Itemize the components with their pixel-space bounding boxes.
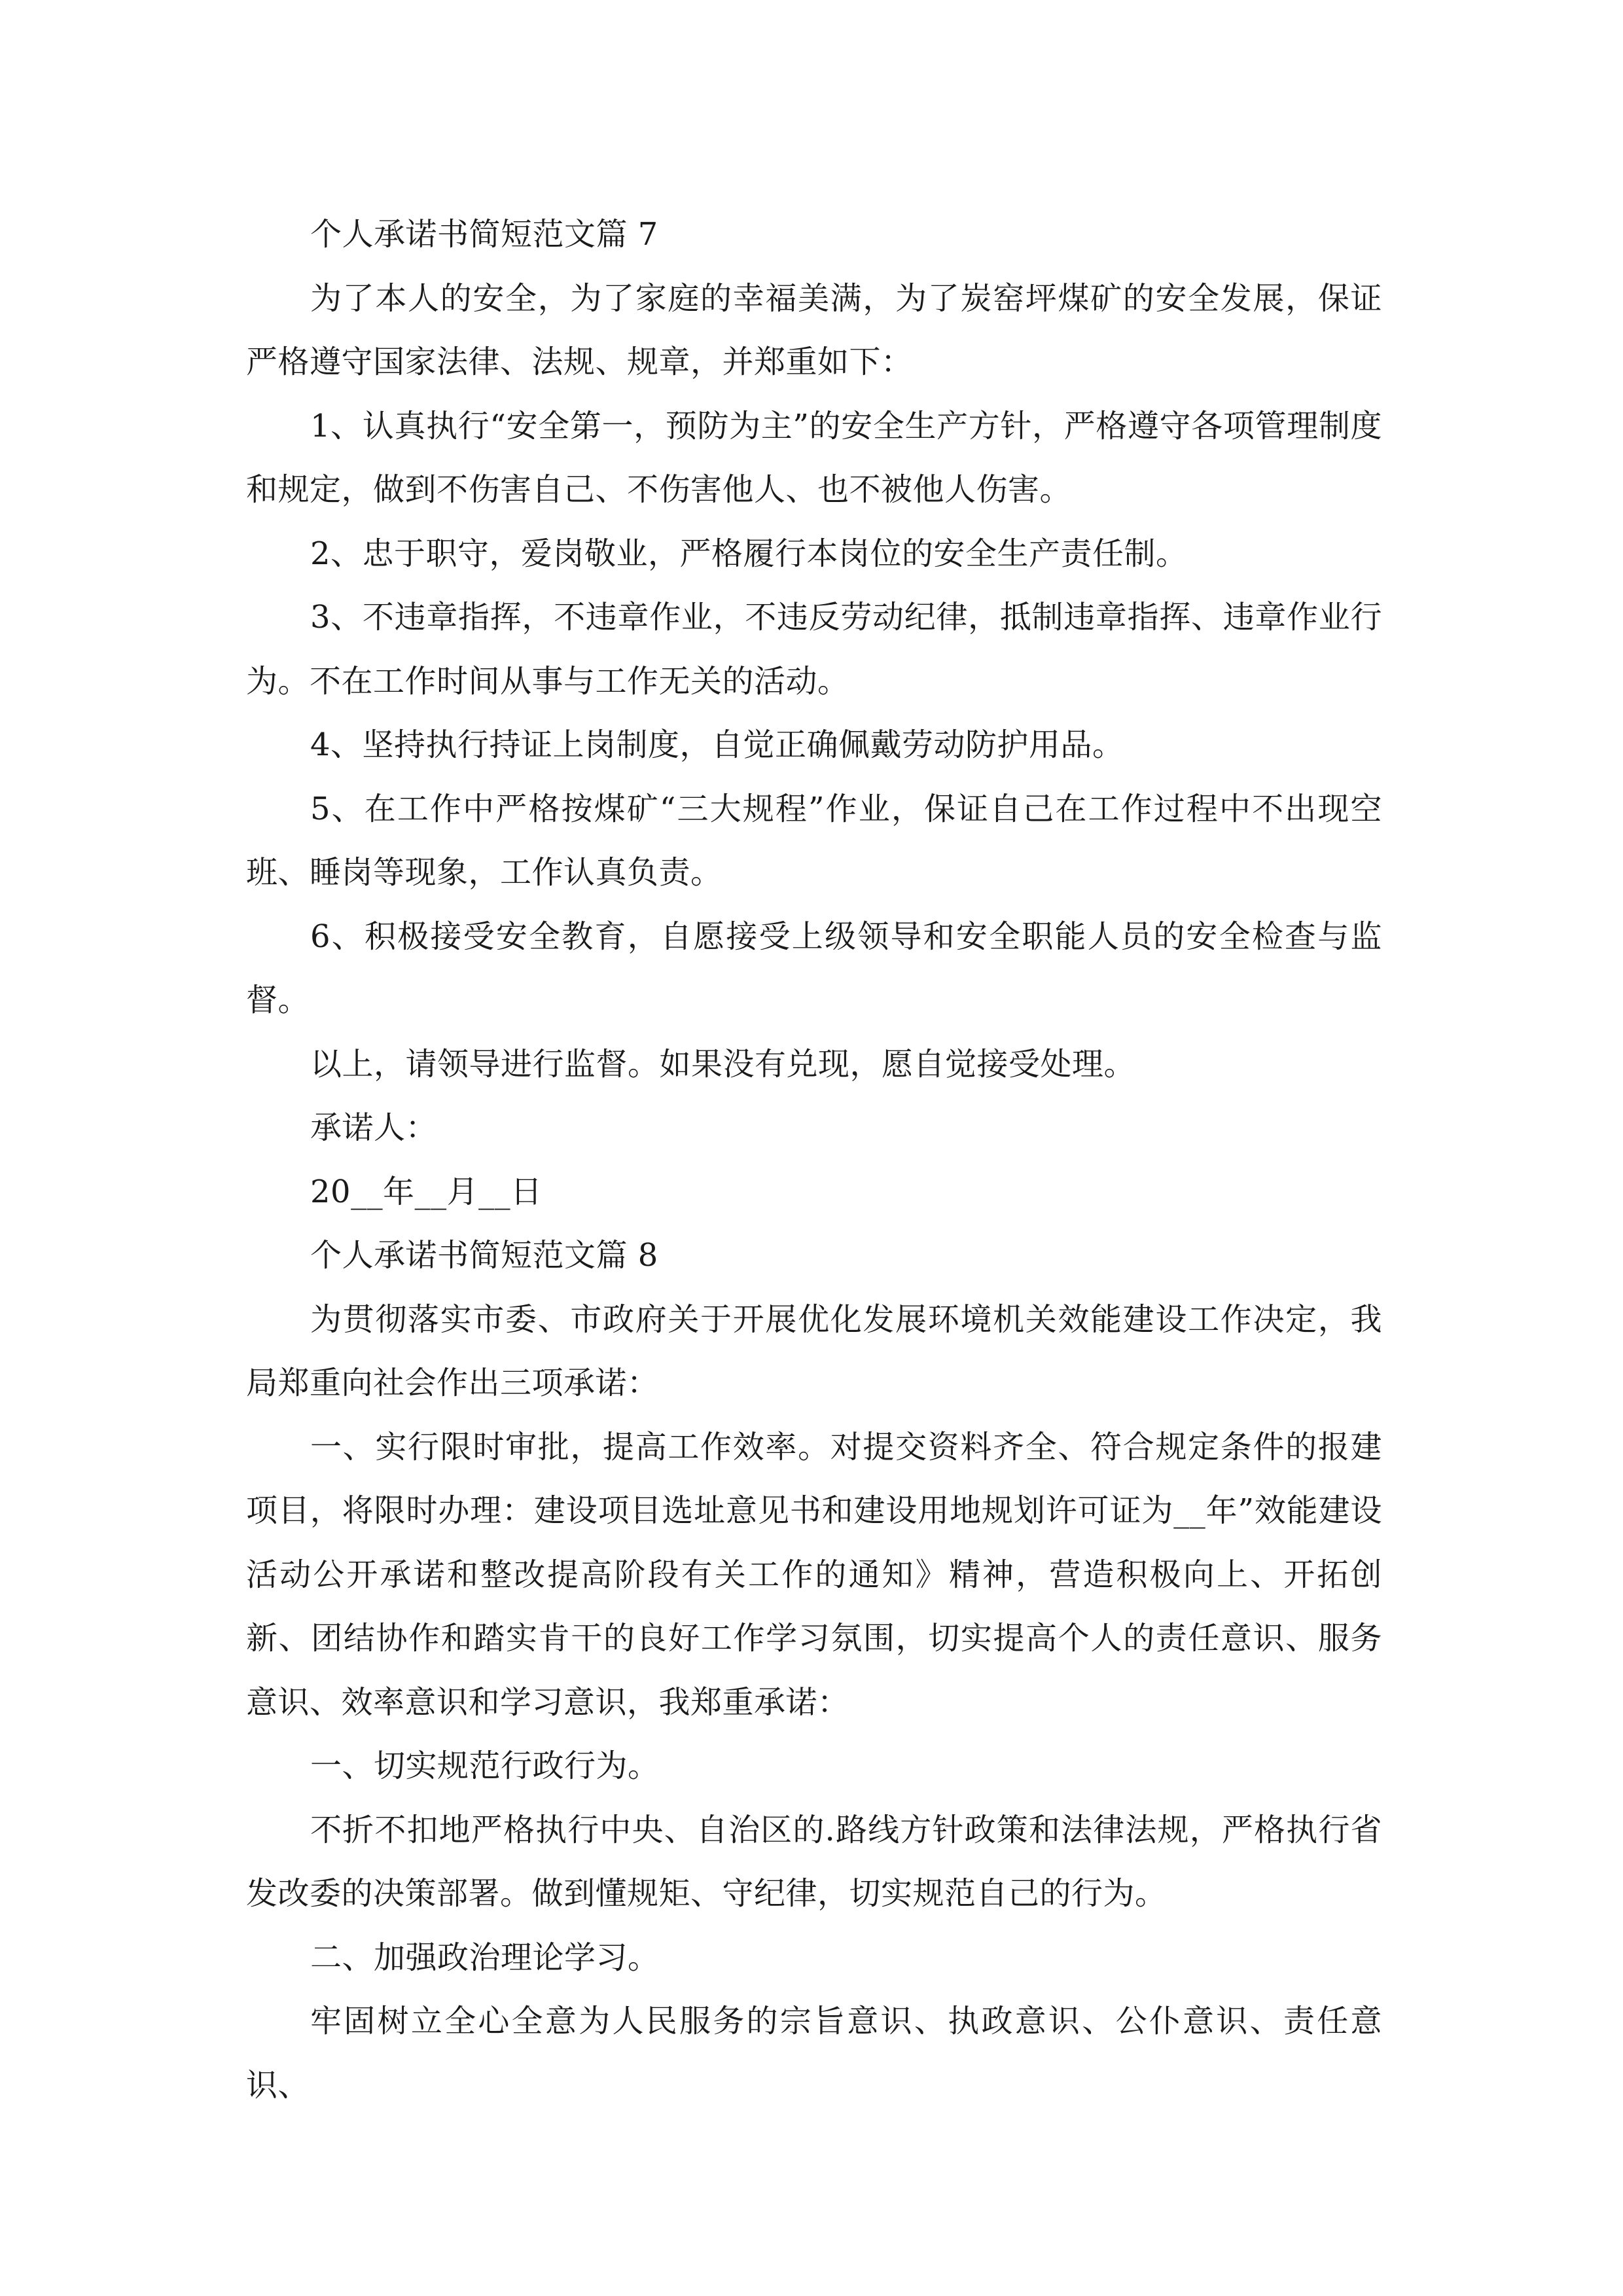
section-heading-8: 个人承诺书简短范文篇 8 (310, 1237, 658, 1274)
paragraph: 一、切实规范行政行为。 (310, 1748, 660, 1784)
paragraph: 为了本人的安全，为了家庭的幸福美满，为了炭窑坪煤矿的安全发展，保证严格遵守国家法律、法规、规章，并郑重如下： (246, 279, 1382, 380)
paragraph: 牢固树立全心全意为人民服务的宗旨意识、执政意识、公仆意识、责任意识、 (246, 2003, 1382, 2104)
paragraph: 二、加强政治理论学习。 (310, 1939, 660, 1976)
paragraph: 2、忠于职守，爱岗敬业，严格履行本岗位的安全生产责任制。 (310, 535, 1188, 572)
paragraph: 以上，请领导进行监督。如果没有兑现，愿自觉接受处理。 (310, 1045, 1136, 1083)
signatory-label: 承诺人： (310, 1109, 438, 1146)
paragraph: 不折不扣地严格执行中央、自治区的.路线方针政策和法律法规，严格执行省发改委的决策部署。做到懂规矩、守纪律，切实规范自己的行为。 (246, 1811, 1382, 1912)
paragraph: 4、坚持执行持证上岗制度，自觉正确佩戴劳动防护用品。 (310, 726, 1124, 763)
paragraph: 5、在工作中严格按煤矿“三大规程”作业，保证自己在工作过程中不出现空班、睡岗等现象，工作认真负责。 (246, 790, 1382, 891)
document-body (246, 203, 1382, 2117)
paragraph: 3、不违章指挥，不违章作业，不违反劳动纪律，抵制违章指挥、违章作业行为。不在工作时间从事与工作无关的活动。 (246, 599, 1382, 700)
section-heading-7: 个人承诺书简短范文篇 7 (310, 216, 658, 253)
paragraph: 为贯彻落实市委、市政府关于开展优化发展环境机关效能建设工作决定，我局郑重向社会作出三项承诺： (246, 1300, 1382, 1401)
paragraph: 6、积极接受安全教育，自愿接受上级领导和安全职能人员的安全检查与监督。 (246, 918, 1382, 1018)
paragraph: 1、认真执行“安全第一，预防为主”的安全生产方针，严格遵守各项管理制度和规定，做到不伤害自己、不伤害他人、也不被他人伤害。 (246, 407, 1382, 508)
date-line: 20__年__月__日 (310, 1173, 543, 1210)
paragraph: 一、实行限时审批，提高工作效率。对提交资料齐全、符合规定条件的报建项目，将限时办理：建设项目选址意见书和建设用地规划许可证为__年”效能建设活动公开承诺和整改提高阶段有关工作的通知》精神，营造积极向上、开拓创新、团结协作和踏实肯干的良好工作学习氛围，切实提高个人的责任意识、服务意识、效率意识和学习意识，我郑重承诺： (246, 1428, 1382, 1721)
